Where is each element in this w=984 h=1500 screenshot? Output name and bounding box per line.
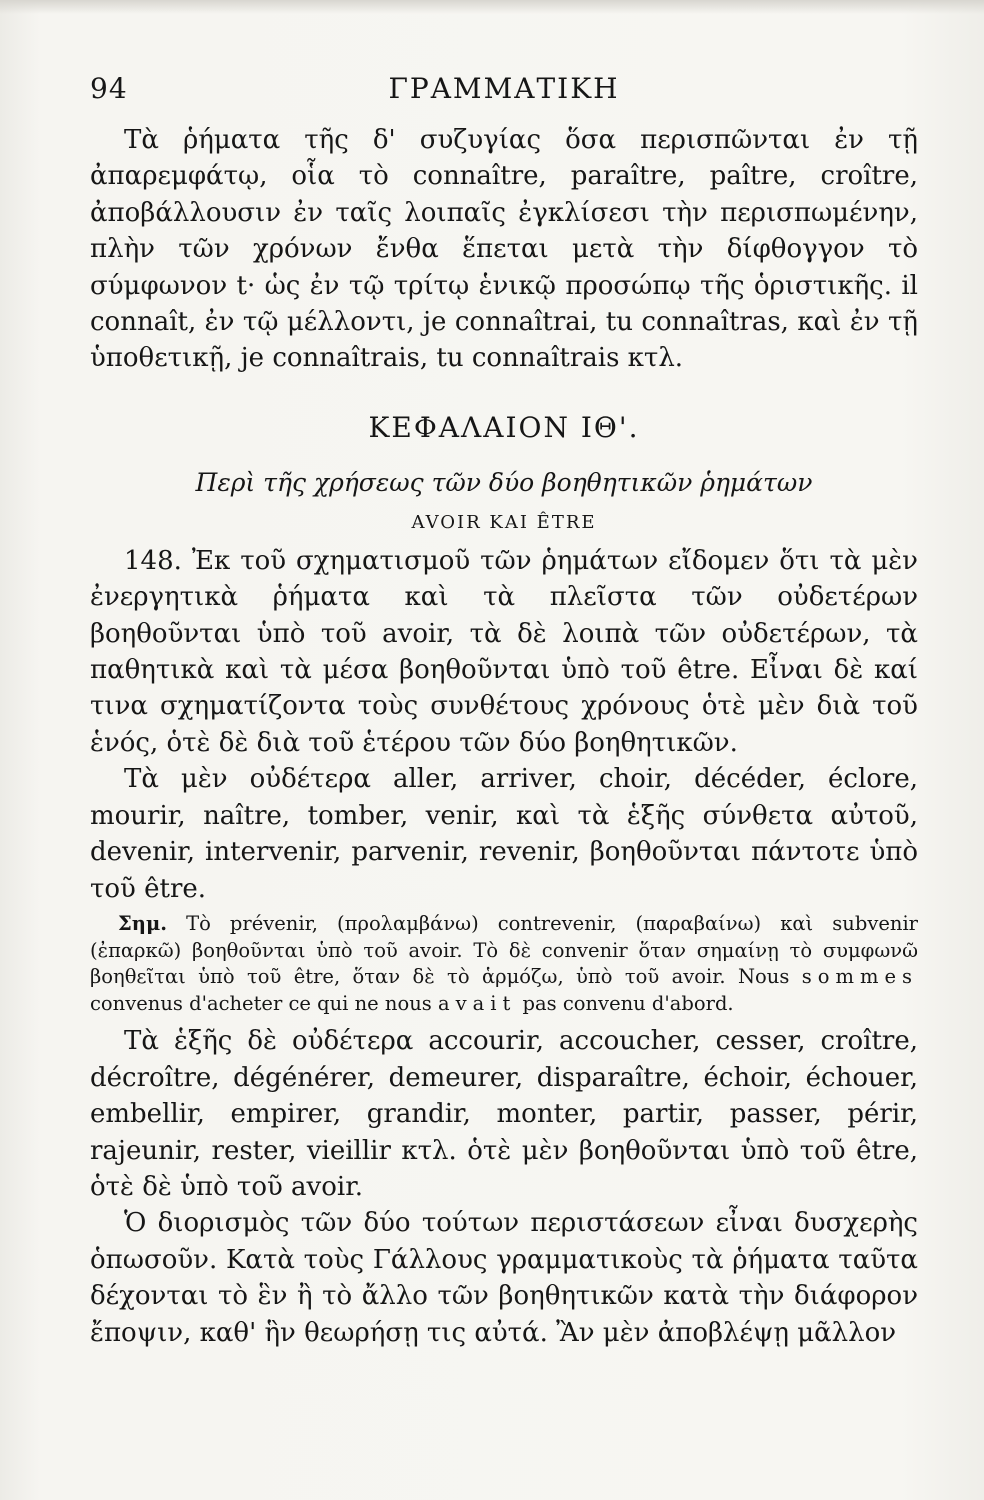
running-head [90,72,918,122]
note-spaced-word-2: avait [437,991,517,1015]
footnote-remark [90,911,918,1017]
running-title: ΓΡΑΜΜΑΤΙΚΗ [388,72,620,105]
note-text-a: Τὸ prévenir, (προλαμβάνω) contrevenir, (παραβαίνω) καὶ subvenir (ἐπαρκῶ) βοηθοῦνται ὑπὸ τοῦ avoir. Τὸ δὲ convenir ὅταν σημαίνῃ τὸ συμφωνῶ βοηθεῖται ὑπὸ τοῦ être, ὅταν δὲ τὸ ἁρμόζω, ὑπὸ τοῦ avoir. Nous [90,911,918,989]
chapter-heading: ΚΕΦΑΛΑΙΟΝ ΙΘ'. [368,410,640,444]
paragraph-1: Τὰ ῥήματα τῆς δ' συζυγίας ὅσα περισπῶνται ἐν τῇ ἀπαρεμφάτῳ, οἷα τὸ connaître, paraître, paître, croître, ἀποβάλλουσιν ἐν ταῖς λοιπαῖς ἐγκλίσεσι τὴν περισπωμένην, πλὴν τῶν χρόνων ἔνθα ἕπεται μετὰ τὴν δίφθογγον τὸ σύμφωνον t· ὡς ἐν τῷ τρίτῳ ἑνικῷ προσώπῳ τῆς ὁριστικῆς. il connaît, ἐν τῷ μέλλοντι, je connaîtrai, tu connaîtras, καὶ ἐν τῇ ὑποθετικῇ, je connaîtrais, tu connaîtrais κτλ. [90,125,918,374]
page-content [90,72,918,1351]
paragraph-2: 148. Ἐκ τοῦ σχηματισμοῦ τῶν ῥημάτων εἴδομεν ὅτι τὰ μὲν ἐνεργητικὰ ῥήματα καὶ τὰ πλεῖστα τῶν οὐδετέρων βοηθοῦνται ὑπὸ τοῦ avoir, τὰ δὲ λοιπὰ τῶν οὐδετέρων, τὰ παθητικὰ καὶ τὰ μέσα βοηθοῦνται ὑπὸ τοῦ être. Εἶναι δὲ καί τινα σχηματίζοντα τοὺς συνθέτους χρόνους ὁτὲ μὲν διὰ τοῦ ἑνός, ὁτὲ δὲ διὰ τοῦ ἑτέρου τῶν δύο βοηθητικῶν. [90,545,918,758]
note-spaced-word-1: sommes [801,965,918,989]
note-text-c: pas convenu d'abord. [516,991,734,1015]
note-label: Σημ. [118,911,168,935]
chapter-subtitle: Περὶ τῆς χρήσεως τῶν δύο βοηθητικῶν ῥημάτων [195,467,813,497]
chapter-subtitle-2: AVOIR ΚΑΙ ÊTRE [411,511,597,533]
note-text-b: convenus d'acheter ce qui ne nous [90,991,438,1015]
paragraph-3: Τὰ μὲν οὐδέτερα aller, arriver, choir, décéder, éclore, mourir, naître, tomber, venir, καὶ τὰ ἑξῆς σύνθετα αὐτοῦ, devenir, intervenir, parvenir, revenir, βοηθοῦνται πάντοτε ὑπὸ τοῦ être. [90,764,918,904]
paragraph-4: Τὰ ἑξῆς δὲ οὐδέτερα accourir, accoucher, cesser, croître, décroître, dégénérer, demeurer, disparaître, échoir, échouer, embellir, empirer, grandir, monter, partir, passer, périr, rajeunir, rester, vieillir κτλ. ὁτὲ μὲν βοηθοῦνται ὑπὸ τοῦ être, ὁτὲ δὲ ὑπὸ τοῦ avoir. [90,1026,918,1202]
page-number: 94 [90,72,128,105]
page-edge-shadow [0,0,984,14]
paragraph-5: Ὁ διορισμὸς τῶν δύο τούτων περιστάσεων εἶναι δυσχερὴς ὁπωσοῦν. Κατὰ τοὺς Γάλλους γραμματικοὺς τὰ ῥήματα ταῦτα δέχονται τὸ ἓν ἢ τὸ ἄλλο τῶν βοηθητικῶν κατὰ τὴν διάφορον ἔποψιν, καθ' ἣν θεωρήσῃ τις αὐτά. Ἂν μὲν ἀποβλέψῃ μᾶλλον [90,1208,918,1348]
